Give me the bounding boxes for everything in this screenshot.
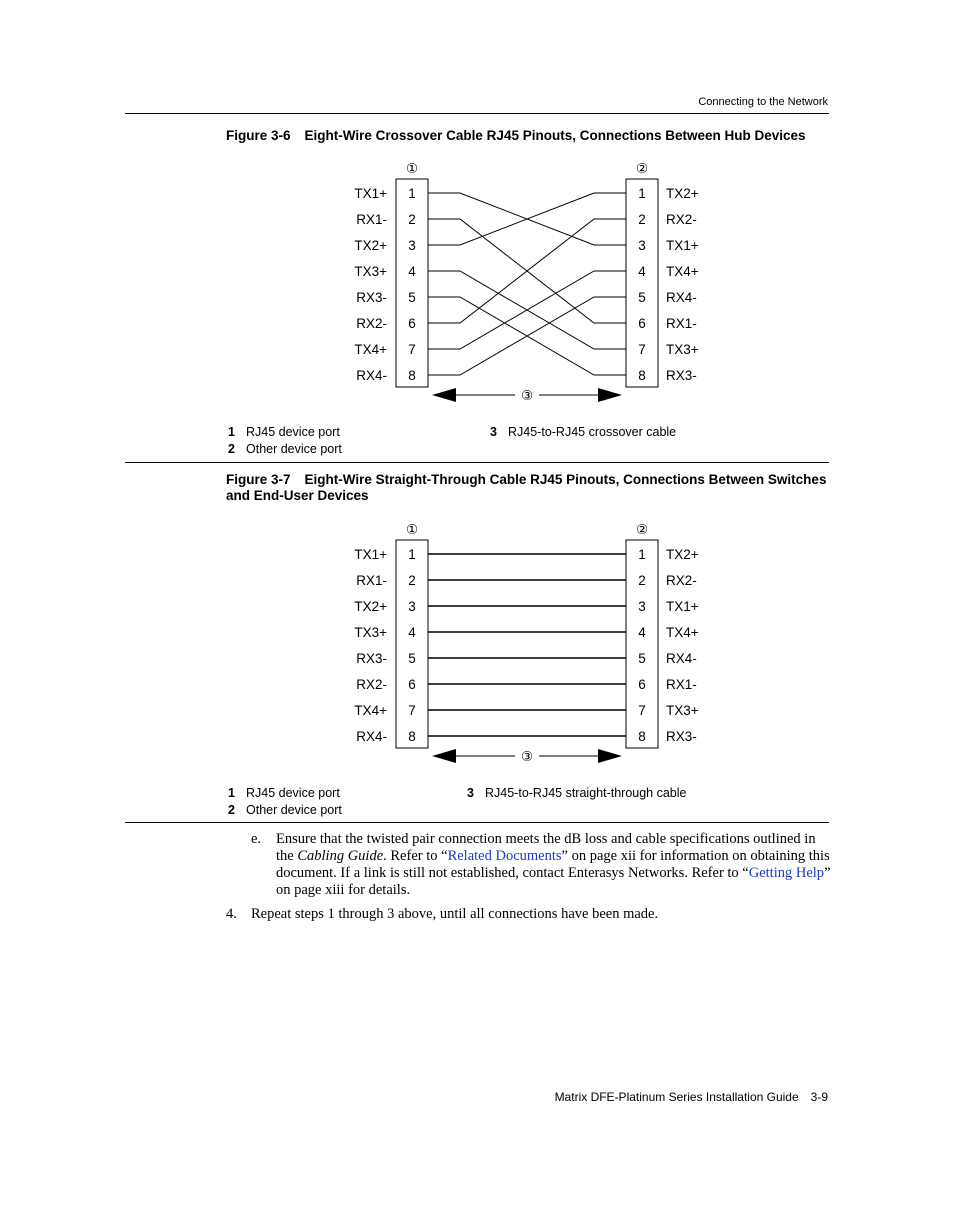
left-pin-number: 2 bbox=[408, 573, 416, 588]
figure-3-6-caption bbox=[226, 128, 836, 144]
left-pin-number: 4 bbox=[408, 264, 416, 279]
step-4-marker: 4. bbox=[226, 906, 237, 922]
right-pin-number: 8 bbox=[638, 368, 646, 383]
right-pin-number: 5 bbox=[638, 651, 646, 666]
right-pin-number: 2 bbox=[638, 212, 646, 227]
legend-item-3: 3 RJ45-to-RJ45 crossover cable bbox=[490, 425, 677, 439]
left-pin-number: 5 bbox=[408, 651, 416, 666]
left-pin-number: 3 bbox=[408, 599, 416, 614]
figure-number: Figure 3-7 bbox=[226, 472, 291, 487]
figure-3-7-caption bbox=[226, 472, 836, 504]
left-pin-label: RX1- bbox=[356, 573, 387, 588]
cabling-guide-title: Cabling Guide bbox=[297, 848, 384, 864]
left-pin-number: 6 bbox=[408, 316, 416, 331]
right-pin-number: 5 bbox=[638, 290, 646, 305]
straight-through-pinout-diagram bbox=[330, 516, 710, 771]
right-pin-label: TX2+ bbox=[666, 186, 699, 201]
right-pin-number: 6 bbox=[638, 316, 646, 331]
right-pin-label: RX1- bbox=[666, 316, 697, 331]
right-pin-label: RX3- bbox=[666, 368, 697, 383]
page-number: 3-9 bbox=[810, 1090, 828, 1104]
left-pin-label: TX2+ bbox=[354, 238, 387, 253]
right-pin-label: TX1+ bbox=[666, 599, 699, 614]
running-header: Connecting to the Network bbox=[698, 96, 828, 108]
left-pin-label: TX4+ bbox=[354, 703, 387, 718]
callout-2: ② bbox=[635, 522, 649, 537]
guide-title: Matrix DFE-Platinum Series Installation Guide bbox=[554, 1090, 799, 1104]
callout-3: ③ bbox=[520, 388, 534, 403]
figure-rule bbox=[125, 822, 829, 823]
right-pin-number: 4 bbox=[638, 625, 646, 640]
left-pin-number: 2 bbox=[408, 212, 416, 227]
left-pin-label: TX3+ bbox=[354, 264, 387, 279]
left-pin-number: 7 bbox=[408, 342, 416, 357]
left-pin-label: TX4+ bbox=[354, 342, 387, 357]
right-pin-number: 1 bbox=[638, 186, 646, 201]
left-pin-label: RX4- bbox=[356, 729, 387, 744]
left-pin-number: 4 bbox=[408, 625, 416, 640]
callout-2: ② bbox=[635, 161, 649, 176]
wire bbox=[428, 297, 626, 375]
legend-item-1: 1 RJ45 device port bbox=[228, 786, 340, 800]
legend-item-1: 1 RJ45 device port bbox=[228, 425, 340, 439]
right-pin-label: RX2- bbox=[666, 573, 697, 588]
crossover-pinout-diagram bbox=[330, 155, 710, 410]
left-pin-label: TX1+ bbox=[354, 547, 387, 562]
left-pin-label: RX2- bbox=[356, 677, 387, 692]
left-pin-label: RX4- bbox=[356, 368, 387, 383]
left-pin-label: RX3- bbox=[356, 651, 387, 666]
right-pin-number: 8 bbox=[638, 729, 646, 744]
step-4-text: Repeat steps 1 through 3 above, until all connections have been made. bbox=[251, 906, 659, 922]
left-pin-number: 8 bbox=[408, 729, 416, 744]
right-pin-label: TX3+ bbox=[666, 703, 699, 718]
left-pin-number: 3 bbox=[408, 238, 416, 253]
left-pin-label: RX3- bbox=[356, 290, 387, 305]
getting-help-link[interactable]: Getting Help bbox=[748, 865, 825, 881]
right-pin-number: 7 bbox=[638, 703, 646, 718]
right-pin-label: RX4- bbox=[666, 651, 697, 666]
left-pin-number: 1 bbox=[408, 547, 416, 562]
right-pin-label: RX2- bbox=[666, 212, 697, 227]
right-pin-number: 4 bbox=[638, 264, 646, 279]
header-rule bbox=[125, 113, 829, 114]
figure-title: Eight-Wire Crossover Cable RJ45 Pinouts, Connections Between Hub Devices bbox=[304, 128, 806, 143]
left-pin-number: 8 bbox=[408, 368, 416, 383]
callout-1: ① bbox=[405, 522, 419, 537]
right-pin-label: TX4+ bbox=[666, 625, 699, 640]
legend-item-2: 2 Other device port bbox=[228, 442, 342, 456]
right-pin-label: TX2+ bbox=[666, 547, 699, 562]
page-footer bbox=[555, 1090, 828, 1104]
right-pin-number: 3 bbox=[638, 599, 646, 614]
right-pin-number: 6 bbox=[638, 677, 646, 692]
right-pin-label: TX3+ bbox=[666, 342, 699, 357]
right-pin-label: TX1+ bbox=[666, 238, 699, 253]
right-pin-number: 2 bbox=[638, 573, 646, 588]
step-e-marker: e. bbox=[251, 831, 262, 847]
left-pin-number: 5 bbox=[408, 290, 416, 305]
right-pin-label: RX3- bbox=[666, 729, 697, 744]
right-pin-number: 1 bbox=[638, 547, 646, 562]
right-pin-label: RX1- bbox=[666, 677, 697, 692]
legend-item-2: 2 Other device port bbox=[228, 803, 342, 817]
wire bbox=[428, 271, 626, 349]
figure-number: Figure 3-6 bbox=[226, 128, 291, 143]
callout-1: ① bbox=[405, 161, 419, 176]
related-documents-link[interactable]: Related Documents bbox=[447, 848, 562, 864]
left-pin-label: RX1- bbox=[356, 212, 387, 227]
right-pin-label: TX4+ bbox=[666, 264, 699, 279]
left-pin-label: TX3+ bbox=[354, 625, 387, 640]
right-pin-number: 7 bbox=[638, 342, 646, 357]
left-pin-number: 1 bbox=[408, 186, 416, 201]
left-pin-label: TX2+ bbox=[354, 599, 387, 614]
step-e-paragraph: Ensure that the twisted pair connection meets the dB loss and cable specifications outlined in the Cabling Guide. Refer to “Related Documents” on page xii for information on obtaining this document. If a link is still not established, contact Enterasys Networks. Refer to “Getting Help” on page xiii for details. bbox=[276, 831, 831, 898]
left-pin-number: 6 bbox=[408, 677, 416, 692]
callout-3: ③ bbox=[520, 749, 534, 764]
left-pin-number: 7 bbox=[408, 703, 416, 718]
right-pin-number: 3 bbox=[638, 238, 646, 253]
figure-rule bbox=[125, 462, 829, 463]
right-pin-label: RX4- bbox=[666, 290, 697, 305]
figure-title: Eight-Wire Straight-Through Cable RJ45 Pinouts, Connections Between Switches and End-User Devices bbox=[226, 472, 827, 503]
left-pin-label: RX2- bbox=[356, 316, 387, 331]
legend-item-3: 3 RJ45-to-RJ45 straight-through cable bbox=[467, 786, 687, 800]
left-pin-label: TX1+ bbox=[354, 186, 387, 201]
